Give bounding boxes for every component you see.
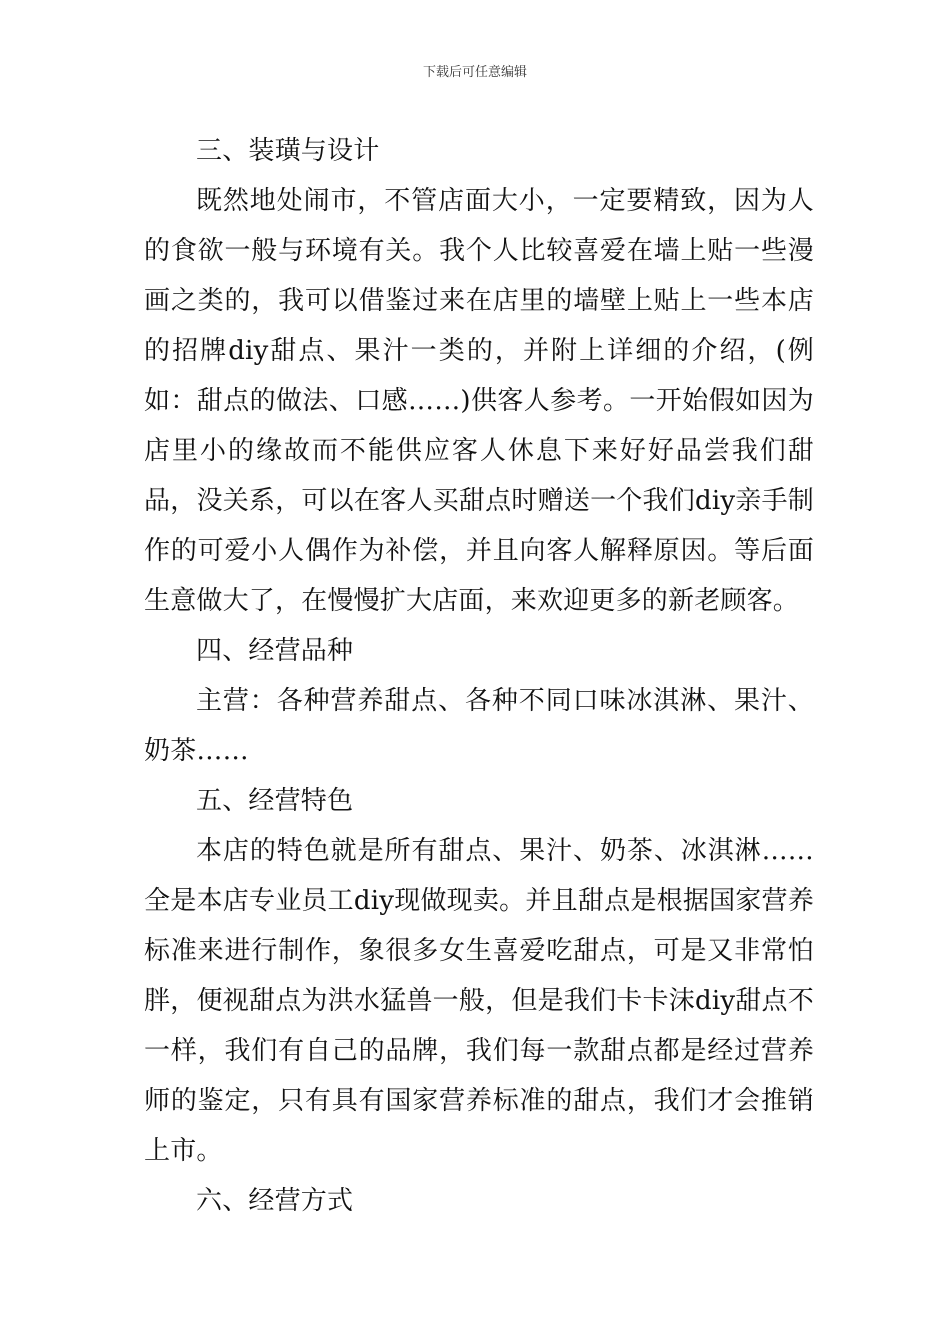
section-paragraph-products: 主营：各种营养甜点、各种不同口味冰淇淋、果汁、奶茶…… — [144, 686, 814, 766]
section-heading-features: 五、经营特色 — [196, 786, 354, 816]
section-paragraph-features: 本店的特色就是所有甜点、果汁、奶茶、冰淇淋……全是本店专业员工diy现做现卖。并且甜点是根据国家营养标准来进行制作，象很多女生喜爱吃甜点，可是又非常怕胖，便视甜点为洪水猛兽一般，但是我们卡卡沫diy甜点不一样，我们有自己的品牌，我们每一款甜点都是经过营养师的鉴定，只有具有国家营养标准的甜点，我们才会推销上市。 — [144, 836, 814, 1166]
page-header: 下载后可任意编辑 — [422, 65, 527, 80]
document-body — [144, 126, 814, 1226]
section-heading-products: 四、经营品种 — [196, 636, 354, 666]
section-heading-business-mode: 六、经营方式 — [196, 1186, 354, 1216]
section-heading-decoration: 三、装璜与设计 — [196, 136, 380, 166]
section-paragraph-decoration: 既然地处闹市，不管店面大小，一定要精致，因为人的食欲一般与环境有关。我个人比较喜爱在墙上贴一些漫画之类的，我可以借鉴过来在店里的墙壁上贴上一些本店的招牌diy甜点、果汁一类的，并附上详细的介绍，(例如：甜点的做法、口感……)供客人参考。一开始假如因为店里小的缘故而不能供应客人休息下来好好品尝我们甜品，没关系，可以在客人买甜点时赠送一个我们diy亲手制作的可爱小人偶作为补偿，并且向客人解释原因。等后面生意做大了，在慢慢扩大店面，来欢迎更多的新老顾客。 — [144, 186, 814, 616]
